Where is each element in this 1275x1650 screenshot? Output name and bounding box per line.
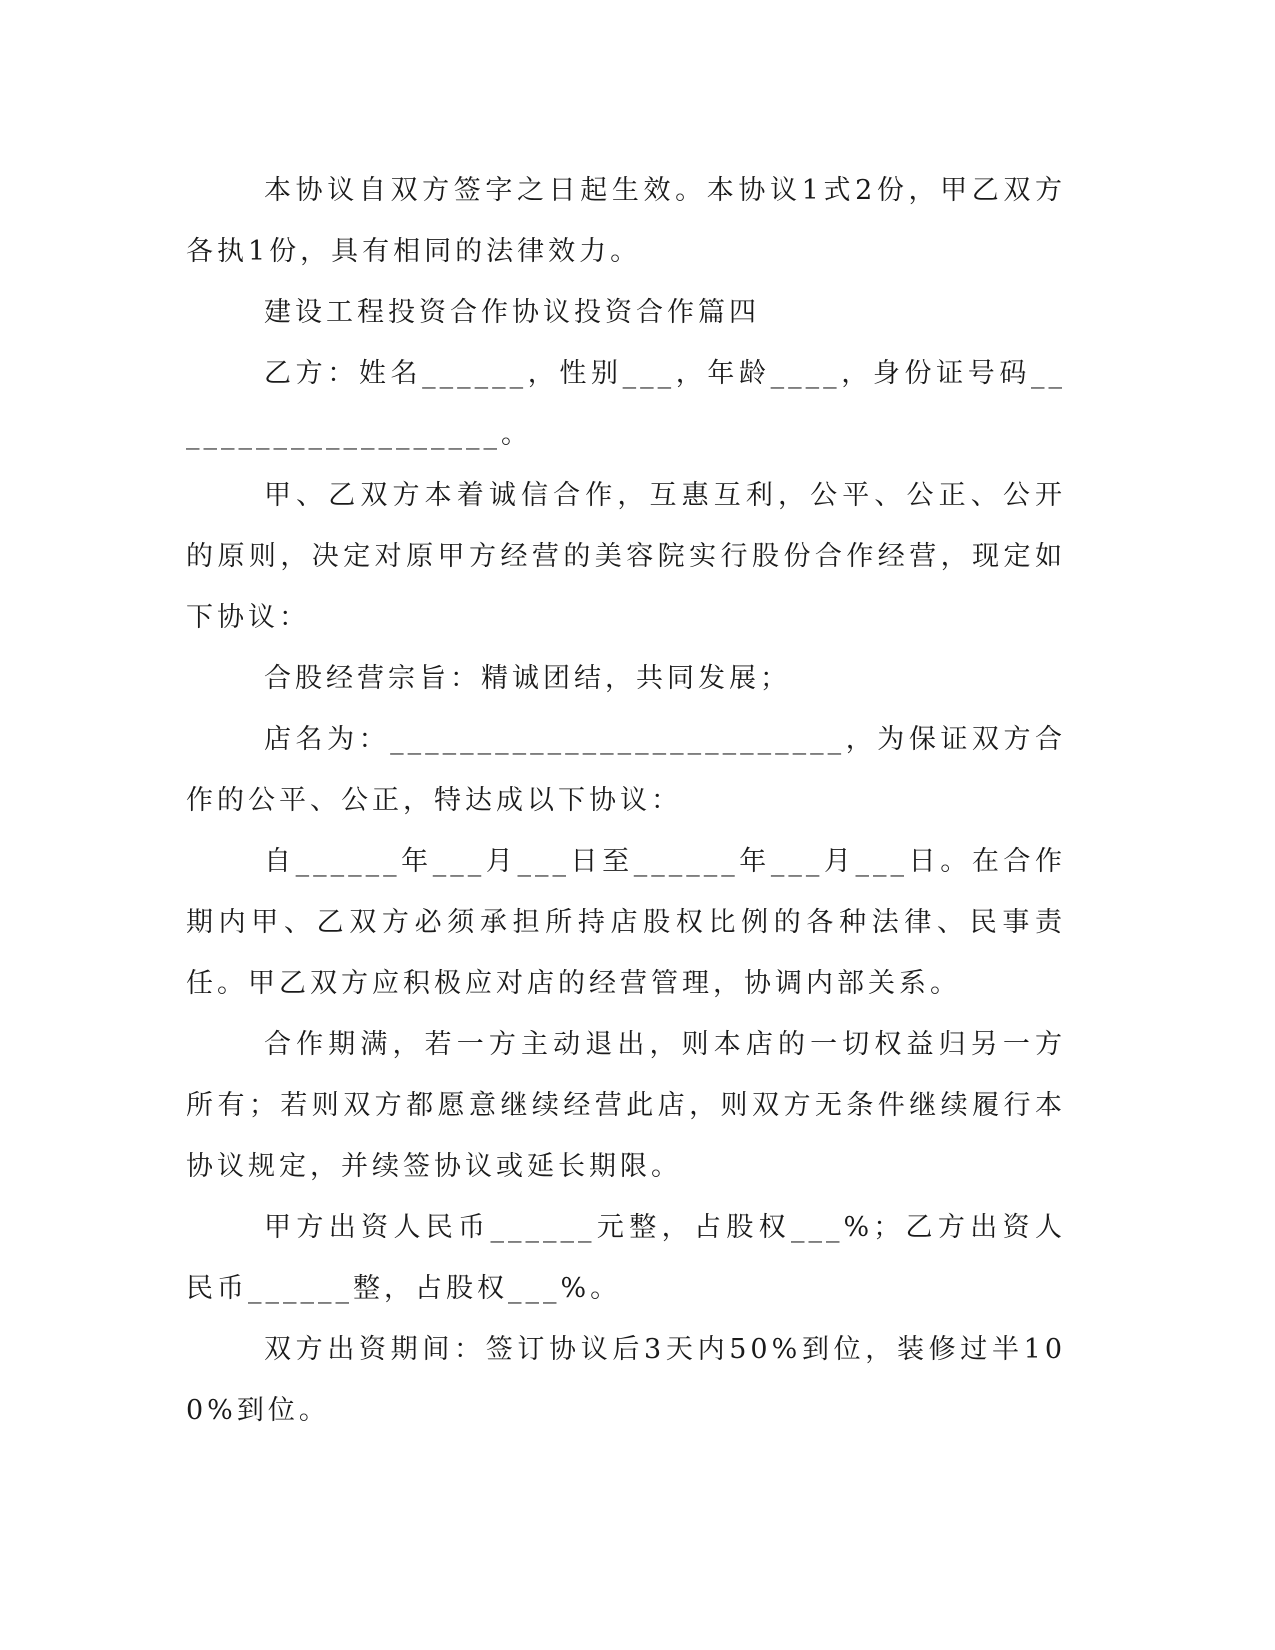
paragraph-party-b-info: 乙方：姓名______，性别___，年龄____，身份证号码____________________。 [186,358,1066,450]
paragraph-purpose: 合股经营宗旨：精诚团结，共同发展； [264,663,791,694]
paragraph-store-name: 店名为：__________________________，为保证双方合作的公平、公正，特达成以下协议： [186,724,1066,816]
paragraph-payment-schedule: 双方出资期间：签订协议后3天内50%到位，装修过半100%到位。 [186,1334,1066,1426]
paragraph-principles: 甲、乙双方本着诚信合作，互惠互利，公平、公正、公开的原则，决定对原甲方经营的美容院实行股份合作经营，现定如下协议： [186,480,1066,633]
paragraph-effective-date: 本协议自双方签字之日起生效。本协议1式2份，甲乙双方各执1份，具有相同的法律效力。 [186,175,1066,267]
paragraph-capital: 甲方出资人民币______元整，占股权___%；乙方出资人民币______整，占股权___%。 [186,1212,1066,1304]
paragraph-term: 自______年___月___日至______年___月___日。在合作期内甲、乙双方必须承担所持店股权比例的各种法律、民事责任。甲乙双方应积极应对店的经营管理，协调内部关系。 [186,846,1066,999]
document-body [186,160,1066,1441]
paragraph-expiry: 合作期满，若一方主动退出，则本店的一切权益归另一方所有；若则双方都愿意继续经营此店，则双方无条件继续履行本协议规定，并续签协议或延长期限。 [186,1029,1066,1182]
section-heading: 建设工程投资合作协议投资合作篇四 [264,297,760,328]
